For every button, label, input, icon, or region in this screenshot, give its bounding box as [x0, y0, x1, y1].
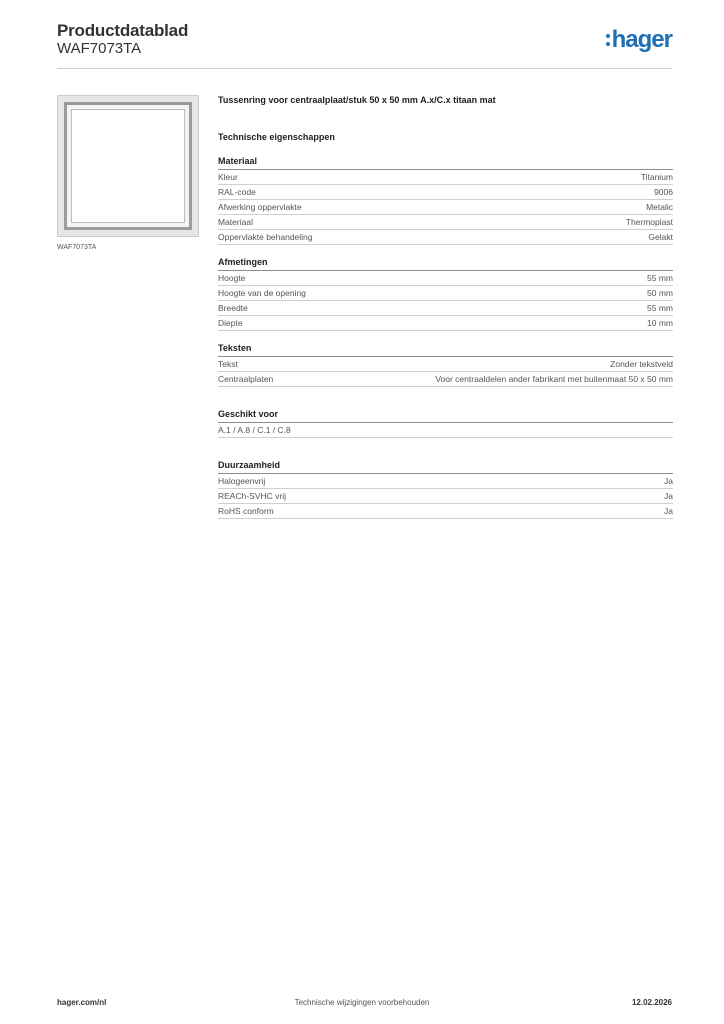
section-title: Afmetingen — [218, 257, 673, 271]
spec-row — [218, 316, 673, 331]
spec-label: Kleur — [218, 172, 238, 182]
footer-date: 12.02.2026 — [631, 998, 672, 1007]
spec-row — [218, 474, 673, 489]
spec-value: Gelakt — [648, 232, 673, 242]
spec-label: Diepte — [218, 318, 243, 328]
frame-ring-shape — [64, 102, 192, 230]
section-duurzaamheid — [218, 460, 673, 519]
spec-label: A.1 / A.8 / C.1 / C.8 — [218, 425, 291, 435]
section-geschikt-voor — [218, 409, 673, 438]
spec-value: 55 mm — [647, 273, 673, 283]
spec-label: RAL-code — [218, 187, 256, 197]
spec-label: Hoogte — [218, 273, 246, 283]
section-afmetingen — [218, 257, 673, 331]
spec-value: Ja — [664, 491, 673, 501]
spec-value: 10 mm — [647, 318, 673, 328]
spec-row — [218, 504, 673, 519]
section-title: Geschikt voor — [218, 409, 673, 423]
section-teksten — [218, 343, 673, 387]
spec-label: Oppervlakte behandeling — [218, 232, 313, 242]
spec-label: Tekst — [218, 359, 238, 369]
spec-label: Afwerking oppervlakte — [218, 202, 302, 212]
spec-row — [218, 185, 673, 200]
spec-value: 50 mm — [647, 288, 673, 298]
spec-value: Thermoplast — [625, 217, 673, 227]
spec-row — [218, 357, 673, 372]
spec-row — [218, 271, 673, 286]
spec-value: Ja — [664, 506, 673, 516]
spec-value: 55 mm — [647, 303, 673, 313]
spec-label: Hoogte van de opening — [218, 288, 306, 298]
spec-row — [218, 200, 673, 215]
spec-label: Materiaal — [218, 217, 253, 227]
spec-value: Ja — [664, 476, 673, 486]
hager-logo — [606, 26, 672, 54]
section-title: Teksten — [218, 343, 673, 357]
spec-value: Metalic — [646, 202, 673, 212]
product-description: Tussenring voor centraalplaat/stuk 50 x 50 mm A.x/C.x titaan mat — [218, 95, 496, 105]
spec-label: RoHS conform — [218, 506, 274, 516]
spec-value: Zonder tekstveld — [610, 359, 673, 369]
frame-opening-shape — [71, 109, 185, 223]
product-code: WAF7073TA — [57, 40, 142, 57]
spec-row — [218, 489, 673, 504]
logo-text: hager — [611, 26, 672, 53]
section-materiaal — [218, 156, 673, 245]
image-caption: WAF7073TA — [57, 244, 97, 251]
spec-value: 9006 — [654, 187, 673, 197]
footer-disclaimer: Technische wijzigingen voorbehouden — [294, 998, 430, 1007]
spec-row — [218, 170, 673, 185]
footer-website-link[interactable]: hager.com/nl — [57, 998, 107, 1007]
product-image — [57, 95, 199, 237]
spec-label: Breedte — [218, 303, 248, 313]
spec-label: REACh-SVHC vrij — [218, 491, 287, 501]
spec-row — [218, 423, 673, 438]
spec-row — [218, 301, 673, 316]
spec-row — [218, 286, 673, 301]
section-title: Duurzaamheid — [218, 460, 673, 474]
section-title: Materiaal — [218, 156, 673, 170]
header-divider — [57, 68, 672, 69]
spec-label: Centraalplaten — [218, 374, 274, 384]
page-title: Productdatablad — [57, 21, 189, 40]
spec-value: Titanium — [640, 172, 673, 182]
logo-dots-icon — [606, 32, 610, 48]
spec-row — [218, 215, 673, 230]
spec-value: Voor centraaldelen ander fabrikant met buitenmaat 50 x 50 mm — [435, 374, 673, 384]
spec-row — [218, 372, 673, 387]
spec-content — [218, 95, 673, 519]
spec-row — [218, 230, 673, 245]
tech-properties-title: Technische eigenschappen — [218, 132, 335, 142]
spec-label: Halogeenvrij — [218, 476, 266, 486]
